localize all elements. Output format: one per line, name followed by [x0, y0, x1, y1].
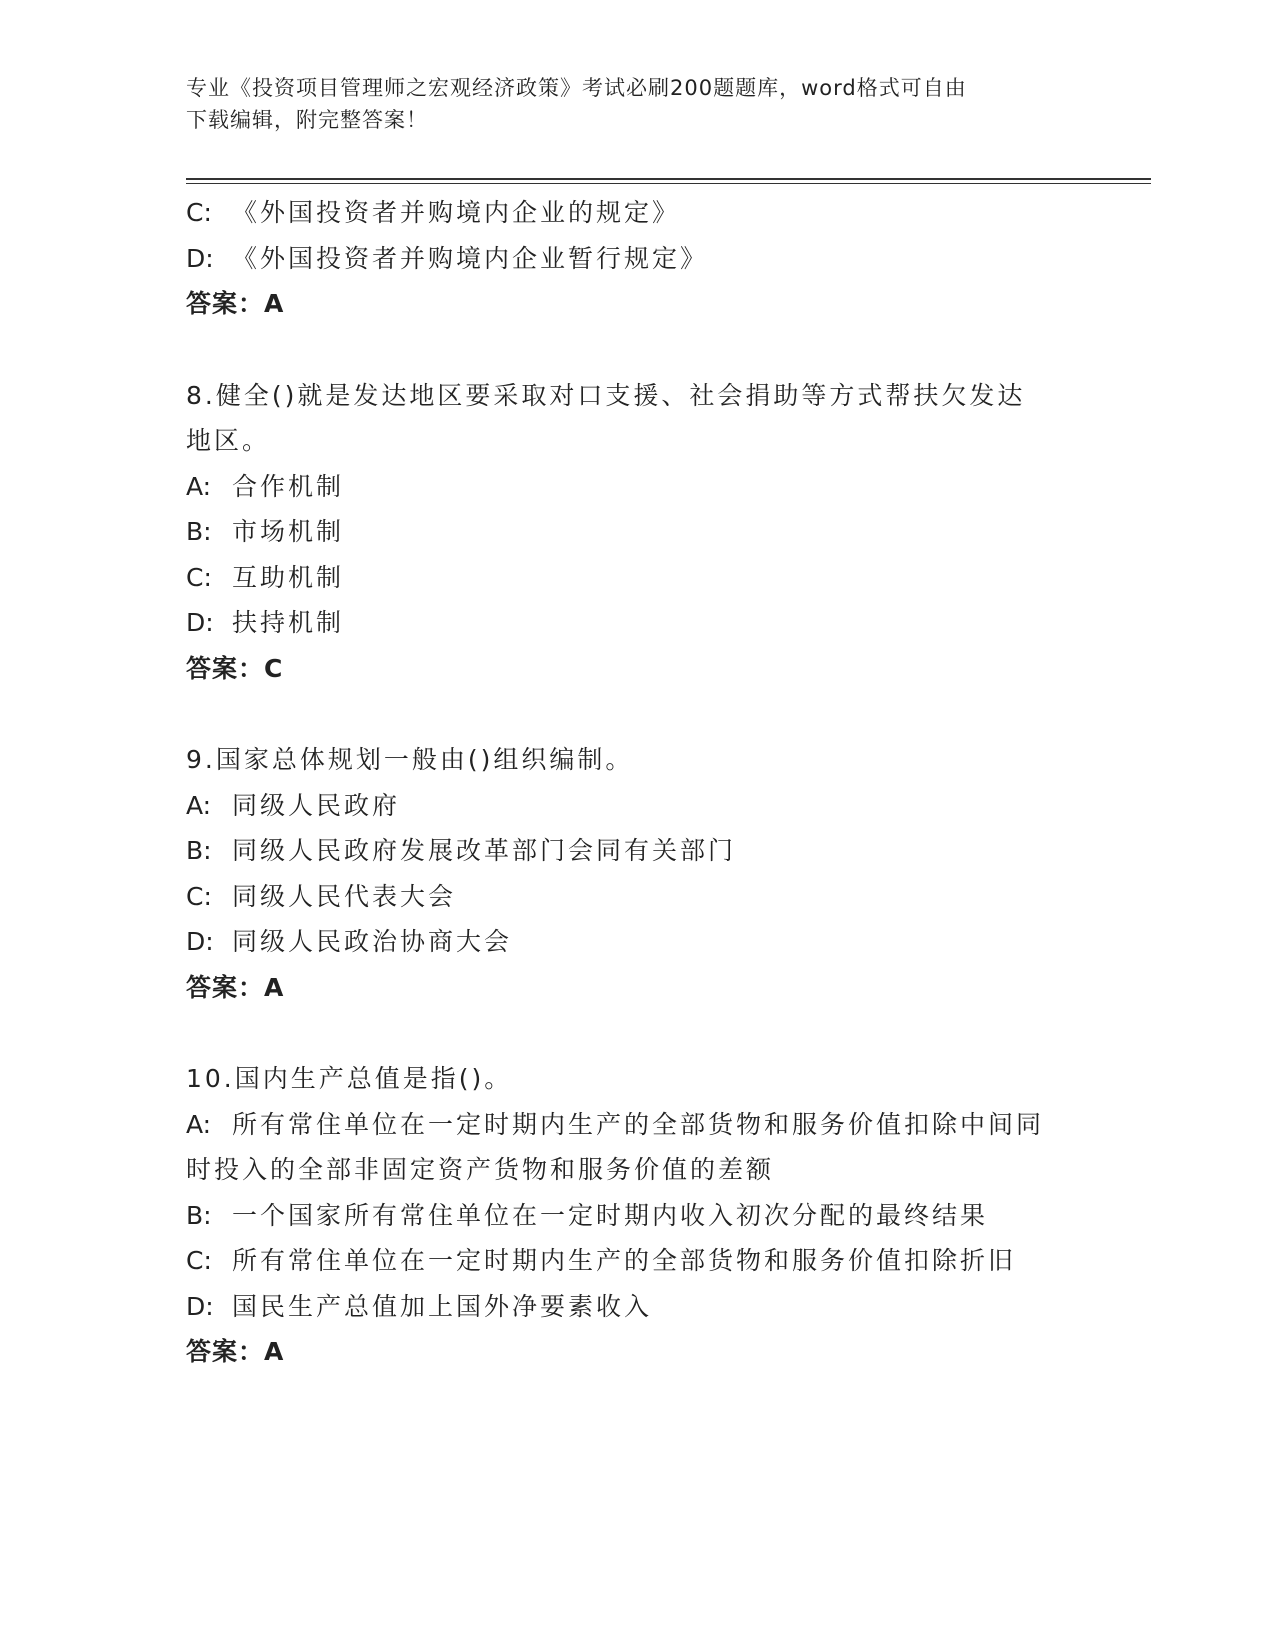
option-a: [186, 1102, 1086, 1148]
question-stem: 8.健全()就是发达地区要采取对口支援、社会捐助等方式帮扶欠发达: [186, 380, 1026, 410]
intro-line-2: 下载编辑，附完整答案！: [186, 108, 428, 132]
option-text: 合作机制: [232, 471, 345, 501]
option-c: [186, 555, 1086, 601]
answer-line: 答案：A: [186, 972, 285, 1002]
option-text: 同级人民代表大会: [232, 881, 457, 911]
option-letter: C:: [186, 198, 212, 227]
option-letter: C:: [186, 1246, 212, 1275]
option-letter: C:: [186, 881, 212, 911]
option-text: 市场机制: [232, 517, 345, 546]
option-letter: D:: [186, 927, 214, 956]
answer-line: 答案：A: [186, 1337, 285, 1366]
option-text: 互助机制: [232, 562, 345, 592]
option-letter: A:: [186, 471, 212, 501]
option-letter: C:: [186, 562, 212, 592]
option-text: 同级人民政治协商大会: [232, 927, 513, 956]
option-letter: D:: [186, 608, 214, 637]
option-text: 所有常住单位在一定时期内生产的全部货物和服务价值扣除中间同: [232, 1109, 1045, 1139]
option-letter: D:: [186, 243, 214, 273]
option-b: [186, 828, 1086, 874]
option-d: [186, 236, 1086, 282]
option-c: [186, 1238, 1086, 1284]
option-letter: D:: [186, 1291, 214, 1321]
option-a: [186, 783, 1086, 829]
spacer: [186, 691, 1086, 737]
option-letter: A:: [186, 1109, 212, 1139]
answer-line: 答案：C: [186, 653, 284, 683]
option-c: [186, 190, 1086, 236]
option-d: [186, 1284, 1086, 1330]
option-text: 所有常住单位在一定时期内生产的全部货物和服务价值扣除折旧: [232, 1246, 1017, 1275]
option-text: 国民生产总值加上国外净要素收入: [232, 1291, 653, 1321]
option-b: [186, 509, 1086, 555]
question-stem: 10.国内生产总值是指()。: [186, 1064, 513, 1093]
option-letter: A:: [186, 790, 212, 820]
question-stem-continued: 地区。: [186, 426, 271, 455]
option-c: [186, 874, 1086, 920]
option-d: [186, 919, 1086, 965]
header-rule-thin: [186, 183, 1151, 184]
option-text: 《外国投资者并购境内企业暂行规定》: [232, 243, 709, 273]
option-text: 同级人民政府: [232, 790, 401, 820]
option-text: 扶持机制: [232, 608, 345, 637]
option-a-continued: 时投入的全部非固定资产货物和服务价值的差额: [186, 1155, 775, 1184]
answer-line: 答案：A: [186, 289, 285, 318]
spacer: [186, 1010, 1086, 1056]
option-letter: B:: [186, 517, 212, 546]
question-content: [186, 190, 1086, 1375]
option-text: 《外国投资者并购境内企业的规定》: [232, 198, 681, 227]
option-letter: B:: [186, 1200, 212, 1230]
option-text: 同级人民政府发展改革部门会同有关部门: [232, 836, 737, 865]
intro-line-1: 专业《投资项目管理师之宏观经济政策》考试必刷200题题库，word格式可自由: [186, 76, 967, 100]
question-stem: 9.国家总体规划一般由()组织编制。: [186, 745, 634, 774]
header-rule-thick: [186, 178, 1151, 180]
option-letter: B:: [186, 836, 212, 865]
document-intro: [186, 72, 1066, 136]
spacer: [186, 327, 1086, 373]
option-text: 一个国家所有常住单位在一定时期内收入初次分配的最终结果: [232, 1200, 989, 1230]
option-d: [186, 600, 1086, 646]
option-b: [186, 1193, 1086, 1239]
option-a: [186, 464, 1086, 510]
